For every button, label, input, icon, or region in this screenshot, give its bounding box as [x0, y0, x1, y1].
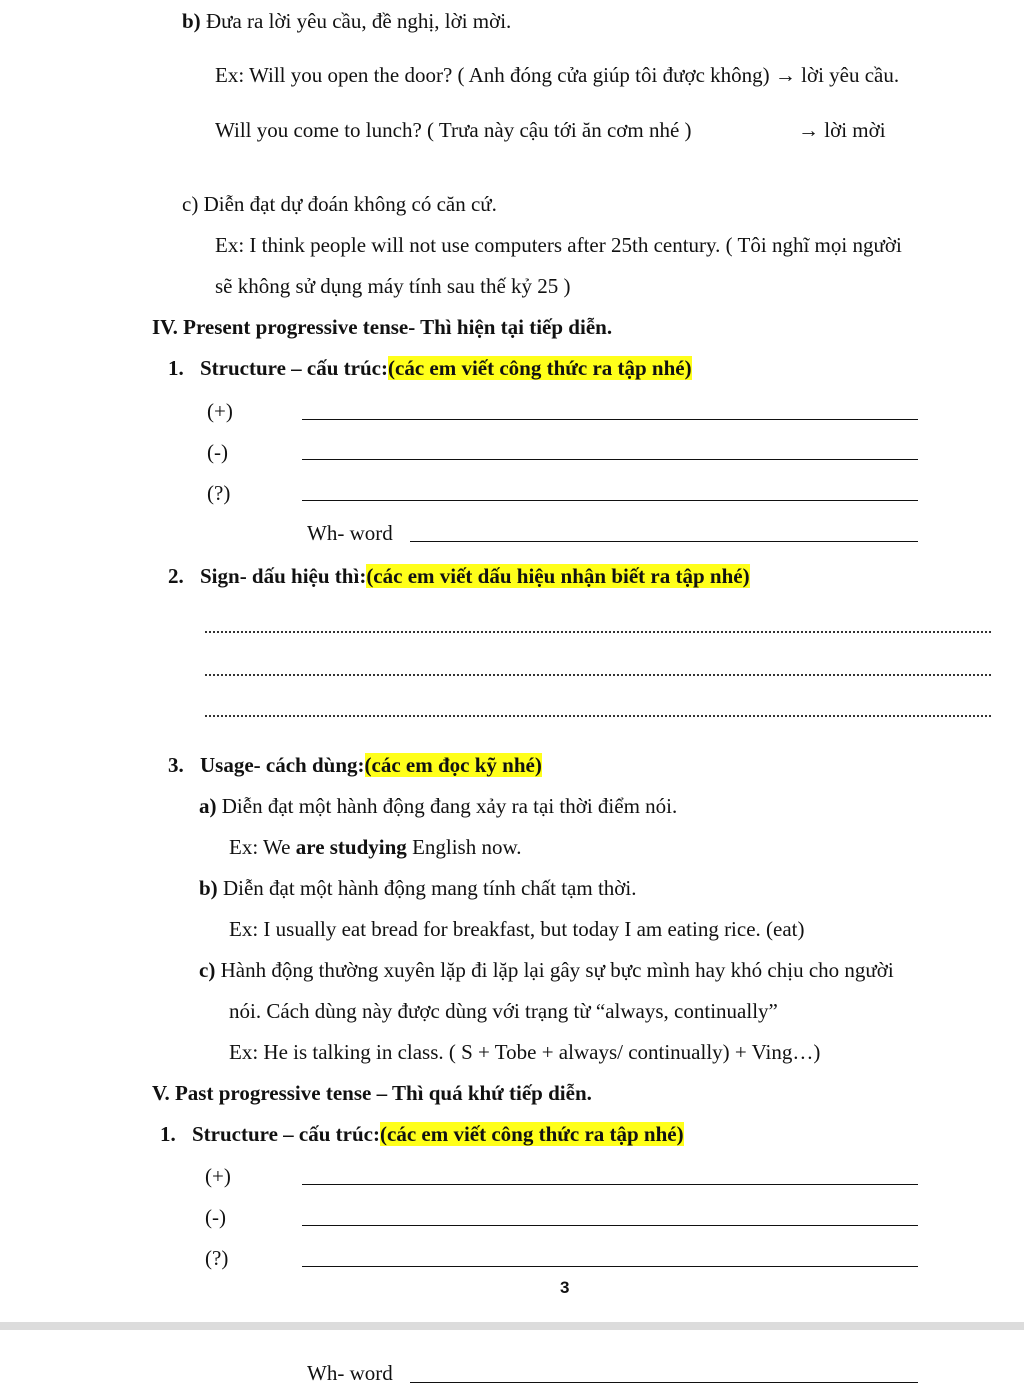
example-invitation-result: → lời mời: [798, 118, 886, 142]
usage-c: c) Hành động thường xuyên lặp đi lặp lại gây sự bực mình hay khó chịu cho người: [199, 958, 894, 982]
v-affirmative-blank[interactable]: [302, 1184, 918, 1185]
document-page-4-top: [0, 1330, 1024, 1394]
sign-dotted-line-2[interactable]: [205, 674, 991, 676]
iv-wh-word-label: Wh- word: [307, 521, 393, 545]
page-number: 3: [560, 1278, 570, 1297]
sign-dotted-line-3[interactable]: [205, 715, 991, 717]
usage-a: a) Diễn đạt một hành động đang xảy ra tại thời điểm nói.: [199, 794, 678, 818]
example-prediction-line2: sẽ không sử dụng máy tính sau thế kỷ 25 ): [215, 274, 571, 298]
v-wh-word-blank[interactable]: [410, 1382, 918, 1383]
v-affirmative-label: (+): [205, 1164, 231, 1188]
iv-usage-heading: 3. Usage- cách dùng:(các em đọc kỹ nhé): [168, 753, 542, 777]
iv-negative-blank[interactable]: [302, 459, 918, 460]
v-negative-label: (-): [205, 1205, 226, 1229]
example-invitation: Will you come to lunch? ( Trưa này cậu tới ăn cơm nhé ): [215, 118, 692, 142]
iv-question-label: (?): [207, 481, 231, 505]
iv-structure-heading: 1. Structure – cấu trúc:(các em viết công thức ra tập nhé): [168, 356, 692, 380]
item-c-prediction: c) Diễn đạt dự đoán không có căn cứ.: [182, 192, 497, 216]
example-prediction-line1: Ex: I think people will not use computers after 25th century. ( Tôi nghĩ mọi người: [215, 233, 902, 257]
v-question-label: (?): [205, 1246, 229, 1270]
usage-b: b) Diễn đạt một hành động mang tính chất tạm thời.: [199, 876, 637, 900]
v-negative-blank[interactable]: [302, 1225, 918, 1226]
v-question-blank[interactable]: [302, 1266, 918, 1267]
usage-a-example: Ex: We are studying English now.: [229, 835, 522, 859]
usage-c-line2: nói. Cách dùng này được dùng với trạng từ “always, continually”: [229, 999, 778, 1023]
v-wh-word-label: Wh- word: [307, 1361, 393, 1385]
iv-affirmative-blank[interactable]: [302, 419, 918, 420]
iv-negative-label: (-): [207, 440, 228, 464]
item-b-request: b) Đưa ra lời yêu cầu, đề nghị, lời mời.: [182, 9, 512, 33]
sign-dotted-line-1[interactable]: [205, 631, 991, 633]
iv-sign-heading: 2. Sign- dấu hiệu thì:(các em viết dấu hiệu nhận biết ra tập nhé): [168, 564, 750, 588]
usage-b-example: Ex: I usually eat bread for breakfast, but today I am eating rice. (eat): [229, 917, 805, 941]
highlight-note: (các em viết công thức ra tập nhé): [388, 356, 692, 380]
iv-affirmative-label: (+): [207, 399, 233, 423]
highlight-note: (các em viết dấu hiệu nhận biết ra tập nhé): [366, 564, 750, 588]
highlight-note: (các em viết công thức ra tập nhé): [380, 1122, 684, 1146]
iv-wh-word-blank[interactable]: [410, 541, 918, 542]
v-structure-heading: 1. Structure – cấu trúc:(các em viết công thức ra tập nhé): [160, 1122, 684, 1146]
iv-question-blank[interactable]: [302, 500, 918, 501]
section-iv-heading: IV. Present progressive tense- Thì hiện tại tiếp diễn.: [152, 315, 613, 339]
usage-c-example: Ex: He is talking in class. ( S + Tobe + always/ continually) + Ving…): [229, 1040, 821, 1064]
example-request: Ex: Will you open the door? ( Anh đóng cửa giúp tôi được không) → lời yêu cầu.: [215, 63, 900, 87]
section-v-heading: V. Past progressive tense – Thì quá khứ tiếp diễn.: [152, 1081, 592, 1105]
highlight-note: (các em đọc kỹ nhé): [364, 753, 542, 777]
page-break: [0, 1322, 1024, 1330]
